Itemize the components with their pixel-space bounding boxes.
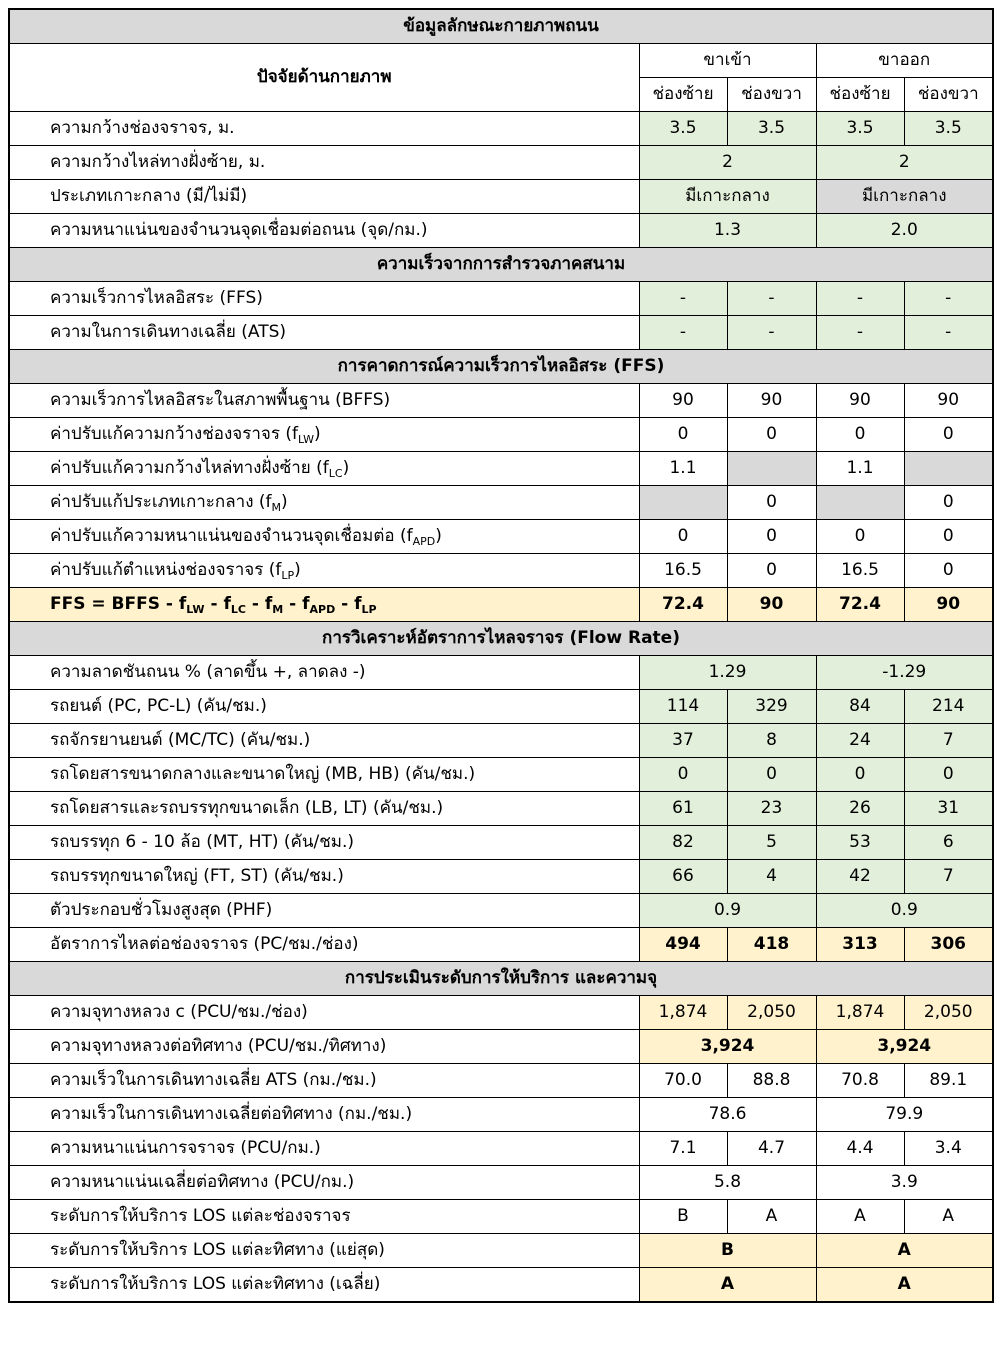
cell-value: A [816, 1234, 993, 1268]
row-label: ความจุทางหลวงต่อทิศทาง (PCU/ชม./ทิศทาง) [9, 1030, 639, 1064]
row-label [9, 554, 639, 588]
table-row [9, 1132, 993, 1166]
cell-value: 3.5 [816, 112, 904, 146]
cell-value: 90 [727, 384, 816, 418]
row-label: ความหนาแน่นของจำนวนจุดเชื่อมต่อถนน (จุด/กม.) [9, 214, 639, 248]
cell-value-empty [727, 452, 816, 486]
cell-value: 2,050 [727, 996, 816, 1030]
row-label: ความเร็วในการเดินทางเฉลี่ยต่อทิศทาง (กม./ชม.) [9, 1098, 639, 1132]
row-label: ความเร็วในการเดินทางเฉลี่ย ATS (กม./ชม.) [9, 1064, 639, 1098]
cell-value: 306 [904, 928, 993, 962]
cell-value: 72.4 [816, 588, 904, 622]
cell-value: 24 [816, 724, 904, 758]
formula-subscript: LP [361, 603, 377, 616]
cell-value: 84 [816, 690, 904, 724]
cell-value-empty [816, 486, 904, 520]
table-row [9, 860, 993, 894]
label-suffix: ) [281, 492, 288, 512]
table-row [9, 826, 993, 860]
row-label: ความจุทางหลวง c (PCU/ชม./ช่อง) [9, 996, 639, 1030]
table-row [9, 180, 993, 214]
table-row [9, 1234, 993, 1268]
cell-value: - [727, 316, 816, 350]
cell-value: 2,050 [904, 996, 993, 1030]
label-text: ค่าปรับแก้ความกว้างไหล่ทางฝั่งซ้าย (f [50, 458, 329, 478]
table-row [9, 1268, 993, 1303]
table-row [9, 792, 993, 826]
cell-value: 3.5 [904, 112, 993, 146]
table-row [9, 112, 993, 146]
cell-value: 4.7 [727, 1132, 816, 1166]
table-row [9, 520, 993, 554]
cell-value: 0 [639, 418, 727, 452]
section-header-row [9, 622, 993, 656]
table-title: ข้อมูลลักษณะกายภาพถนน [9, 9, 993, 44]
table-row [9, 486, 993, 520]
label-subscript: LC [328, 467, 343, 480]
cell-value: 70.8 [816, 1064, 904, 1098]
cell-value: 114 [639, 690, 727, 724]
row-label: ความกว้างไหล่ทางฝั่งซ้าย, ม. [9, 146, 639, 180]
cell-value: 0 [816, 520, 904, 554]
cell-value: 0 [639, 520, 727, 554]
cell-value: 16.5 [816, 554, 904, 588]
row-label: ระดับการให้บริการ LOS แต่ละทิศทาง (เฉลี่ย) [9, 1268, 639, 1303]
cell-value: 3.4 [904, 1132, 993, 1166]
ffs-formula-label [9, 588, 639, 622]
lane-header: ช่องขวา [904, 78, 993, 112]
cell-value: 1.29 [639, 656, 816, 690]
table-row [9, 1200, 993, 1234]
table-row [9, 1166, 993, 1200]
section-header-row [9, 248, 993, 282]
label-subscript: M [271, 501, 282, 514]
cell-value: A [816, 1268, 993, 1303]
cell-value: 1,874 [639, 996, 727, 1030]
table-row [9, 996, 993, 1030]
cell-value: 90 [904, 384, 993, 418]
lane-header: ช่องซ้าย [639, 78, 727, 112]
cell-value: 0.9 [816, 894, 993, 928]
cell-value: 26 [816, 792, 904, 826]
row-label [9, 418, 639, 452]
cell-value: A [904, 1200, 993, 1234]
cell-value: 89.1 [904, 1064, 993, 1098]
cell-value: 6 [904, 826, 993, 860]
cell-value-empty [904, 452, 993, 486]
cell-value: B [639, 1234, 816, 1268]
cell-value: 3,924 [639, 1030, 816, 1064]
formula-subscript: APD [309, 603, 336, 616]
row-label [9, 452, 639, 486]
table-row [9, 214, 993, 248]
cell-value: 0 [727, 520, 816, 554]
table-row [9, 928, 993, 962]
cell-value: 7.1 [639, 1132, 727, 1166]
label-suffix: ) [435, 526, 442, 546]
label-suffix: ) [314, 424, 321, 444]
ffs-result-row [9, 588, 993, 622]
label-suffix: ) [342, 458, 350, 478]
cell-value: มีเกาะกลาง [816, 180, 993, 214]
row-label: ความหนาแน่นการจราจร (PCU/กม.) [9, 1132, 639, 1166]
cell-value: 66 [639, 860, 727, 894]
cell-value: 1.3 [639, 214, 816, 248]
table-row [9, 282, 993, 316]
section-header-row [9, 350, 993, 384]
row-label: ระดับการให้บริการ LOS แต่ละทิศทาง (แย่สุด) [9, 1234, 639, 1268]
cell-value: 7 [904, 860, 993, 894]
cell-value: 0 [727, 554, 816, 588]
row-label: ความในการเดินทางเฉลี่ย (ATS) [9, 316, 639, 350]
table-row [9, 1064, 993, 1098]
cell-value: 82 [639, 826, 727, 860]
cell-value: 2.0 [816, 214, 993, 248]
section-header-row [9, 9, 993, 44]
cell-value: 1,874 [816, 996, 904, 1030]
table-row [9, 554, 993, 588]
cell-value: 0 [816, 418, 904, 452]
cell-value: B [639, 1200, 727, 1234]
formula-part: - f [335, 594, 362, 614]
table-row [9, 452, 993, 486]
cell-value: A [727, 1200, 816, 1234]
cell-value: 0 [639, 758, 727, 792]
cell-value: 4 [727, 860, 816, 894]
cell-value: 0 [904, 758, 993, 792]
cell-value: 90 [727, 588, 816, 622]
row-label: ความลาดชันถนน % (ลาดขึ้น +, ลาดลง -) [9, 656, 639, 690]
label-subscript: LP [281, 569, 295, 582]
cell-value: 2 [639, 146, 816, 180]
cell-value: - [639, 316, 727, 350]
label-text: ค่าปรับแก้ประเภทเกาะกลาง (f [50, 492, 272, 512]
cell-value: - [816, 282, 904, 316]
cell-value: 0 [904, 486, 993, 520]
cell-value: 2 [816, 146, 993, 180]
cell-value: - [639, 282, 727, 316]
cell-value: 329 [727, 690, 816, 724]
lane-header: ช่องซ้าย [816, 78, 904, 112]
cell-value: 0 [904, 520, 993, 554]
table-row [9, 384, 993, 418]
cell-value: มีเกาะกลาง [639, 180, 816, 214]
section-title: ความเร็วจากการสำรวจภาคสนาม [9, 248, 993, 282]
section-header-row [9, 962, 993, 996]
cell-value: 90 [904, 588, 993, 622]
cell-value: 1.1 [816, 452, 904, 486]
row-label: รถโดยสารและรถบรรทุกขนาดเล็ก (LB, LT) (คัน/ชม.) [9, 792, 639, 826]
cell-value: 5.8 [639, 1166, 816, 1200]
cell-value: - [904, 282, 993, 316]
formula-part: - f [283, 594, 310, 614]
cell-value: 37 [639, 724, 727, 758]
cell-value: 0 [904, 554, 993, 588]
row-label: ระดับการให้บริการ LOS แต่ละช่องจราจร [9, 1200, 639, 1234]
table-row [9, 758, 993, 792]
direction-outbound-header: ขาออก [816, 44, 993, 78]
cell-value: 90 [816, 384, 904, 418]
formula-subscript: M [272, 603, 284, 616]
row-label: รถบรรทุก 6 - 10 ล้อ (MT, HT) (คัน/ชม.) [9, 826, 639, 860]
row-label: ตัวประกอบชั่วโมงสูงสุด (PHF) [9, 894, 639, 928]
section-title: การประเมินระดับการให้บริการ และความจุ [9, 962, 993, 996]
cell-value: 3.9 [816, 1166, 993, 1200]
cell-value: 0.9 [639, 894, 816, 928]
cell-value: 7 [904, 724, 993, 758]
label-text: ค่าปรับแก้ความกว้างช่องจราจร (f [50, 424, 299, 444]
row-label: รถบรรทุกขนาดใหญ่ (FT, ST) (คัน/ชม.) [9, 860, 639, 894]
cell-value: 3.5 [727, 112, 816, 146]
factor-header: ปัจจัยด้านกายภาพ [9, 44, 639, 112]
cell-value-empty [639, 486, 727, 520]
cell-value: 61 [639, 792, 727, 826]
cell-value: 88.8 [727, 1064, 816, 1098]
row-label: ความหนาแน่นเฉลี่ยต่อทิศทาง (PCU/กม.) [9, 1166, 639, 1200]
row-label: รถจักรยานยนต์ (MC/TC) (คัน/ชม.) [9, 724, 639, 758]
section-title: การวิเคราะห์อัตราการไหลจราจร (Flow Rate) [9, 622, 993, 656]
cell-value: 72.4 [639, 588, 727, 622]
cell-value: 79.9 [816, 1098, 993, 1132]
cell-value: 23 [727, 792, 816, 826]
cell-value: 16.5 [639, 554, 727, 588]
cell-value: 5 [727, 826, 816, 860]
row-label: ความเร็วการไหลอิสระ (FFS) [9, 282, 639, 316]
label-text: ค่าปรับแก้ความหนาแน่นของจำนวนจุดเชื่อมต่อ (f [50, 526, 413, 546]
label-subscript: LW [298, 433, 315, 446]
formula-part: - f [245, 594, 273, 614]
formula-part: FFS = BFFS - f [50, 594, 187, 614]
label-suffix: ) [294, 560, 301, 580]
lane-header: ช่องขวา [727, 78, 816, 112]
row-label [9, 520, 639, 554]
cell-value: 4.4 [816, 1132, 904, 1166]
label-text: ค่าปรับแก้ตำแหน่งช่องจราจร (f [50, 560, 282, 580]
cell-value: 1.1 [639, 452, 727, 486]
cell-value: 78.6 [639, 1098, 816, 1132]
table-row [9, 656, 993, 690]
cell-value: 31 [904, 792, 993, 826]
cell-value: 53 [816, 826, 904, 860]
cell-value: 0 [727, 486, 816, 520]
cell-value: A [639, 1268, 816, 1303]
row-label: ความกว้างช่องจราจร, ม. [9, 112, 639, 146]
cell-value: 494 [639, 928, 727, 962]
direction-inbound-header: ขาเข้า [639, 44, 816, 78]
cell-value: -1.29 [816, 656, 993, 690]
cell-value: 313 [816, 928, 904, 962]
cell-value: 418 [727, 928, 816, 962]
label-subscript: APD [412, 535, 436, 548]
table-row [9, 894, 993, 928]
cell-value: A [816, 1200, 904, 1234]
table-row [9, 1030, 993, 1064]
cell-value: 0 [727, 758, 816, 792]
cell-value: 70.0 [639, 1064, 727, 1098]
cell-value: 90 [639, 384, 727, 418]
row-label: ความเร็วการไหลอิสระในสภาพพื้นฐาน (BFFS) [9, 384, 639, 418]
table-row [9, 316, 993, 350]
cell-value: 42 [816, 860, 904, 894]
los-analysis-table [8, 8, 994, 1303]
cell-value: - [816, 316, 904, 350]
cell-value: 0 [727, 418, 816, 452]
formula-subscript: LW [186, 603, 205, 616]
formula-part: - f [204, 594, 231, 614]
row-label: ประเภทเกาะกลาง (มี/ไม่มี) [9, 180, 639, 214]
cell-value: 0 [816, 758, 904, 792]
cell-value: 3.5 [639, 112, 727, 146]
cell-value: 8 [727, 724, 816, 758]
row-label [9, 486, 639, 520]
cell-value: 0 [904, 418, 993, 452]
column-header-row [9, 44, 993, 78]
row-label: อัตราการไหลต่อช่องจราจร (PC/ชม./ช่อง) [9, 928, 639, 962]
formula-subscript: LC [230, 603, 246, 616]
table-row [9, 146, 993, 180]
row-label: รถโดยสารขนาดกลางและขนาดใหญ่ (MB, HB) (คัน/ชม.) [9, 758, 639, 792]
row-label: รถยนต์ (PC, PC-L) (คัน/ชม.) [9, 690, 639, 724]
table-row [9, 418, 993, 452]
cell-value: - [727, 282, 816, 316]
cell-value: - [904, 316, 993, 350]
table-row [9, 724, 993, 758]
table-row [9, 690, 993, 724]
table-row [9, 1098, 993, 1132]
cell-value: 214 [904, 690, 993, 724]
section-title: การคาดการณ์ความเร็วการไหลอิสระ (FFS) [9, 350, 993, 384]
cell-value: 3,924 [816, 1030, 993, 1064]
